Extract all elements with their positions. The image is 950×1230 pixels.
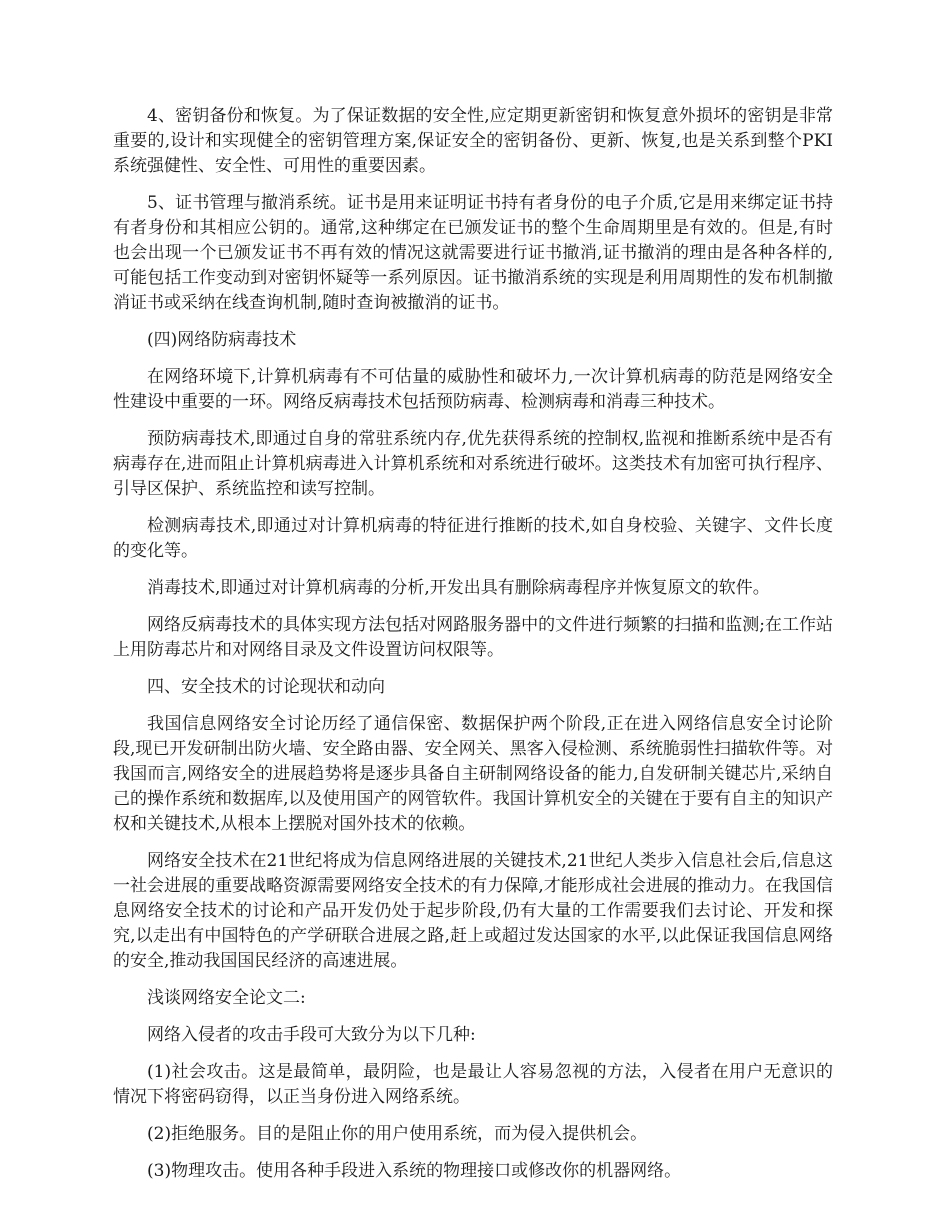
document-page [113,104,833,1196]
paragraph-virus-detection: 检测病毒技术,即通过对计算机病毒的特征进行推断的技术,如自身校验、关键字、文件长度的变化等。 [113,516,833,561]
paragraph-21st-century: 网络安全技术在21世纪将成为信息网络进展的关键技术,21世纪人类步入信息社会后,信息这一社会进展的重要战略资源需要网络安全技术的有力保障,才能形成社会进展的推动力。在我国信息网络安全技术的讨论和产品开发仍处于起步阶段,仍有大量的工作需要我们去讨论、开发和探究,以走出有中国特色的产学研联合进展之路,赶上或超过发达国家的水平,以此保证我国信息网络的安全,推动我国国民经济的高速进展。 [113,851,833,971]
list-item-physical-attack: (3)物理攻击。使用各种手段进入系统的物理接口或修改你的机器网络。 [147,1161,682,1181]
paragraph-virus-prevention: 预防病毒技术,即通过自身的常驻系统内存,优先获得系统的控制权,监视和推断系统中是否有病毒存在,进而阻止计算机病毒进入计算机系统和对系统进行破坏。这类技术有加密可执行程序、引导区保护、系统监控和读写控制。 [113,429,833,499]
paragraph-domestic-research: 我国信息网络安全讨论历经了通信保密、数据保护两个阶段,正在进入网络信息安全讨论阶段,现已开发研制出防火墙、安全路由器、安全网关、黑客入侵检测、系统脆弱性扫描软件等。对我国而言,网络安全的进展趋势将是逐步具备自主研制网络设备的能力,自发研制关键芯片,采纳自己的操作系统和数据库,以及使用国产的网管软件。我国计算机安全的关键在于要有自主的知识产权和关键技术,从根本上摆脱对国外技术的依赖。 [113,714,833,834]
paragraph-certificate-management: 5、证书管理与撤消系统。证书是用来证明证书持有者身份的电子介质,它是用来绑定证书持有者身份和其相应公钥的。通常,这种绑定在已颁发证书的整个生命周期里是有效的。但是,有时也会出现一个已颁发证书不再有效的情况这就需要进行证书撤消,证书撤消的理由是各种各样的,可能包括工作变动到对密钥怀疑等一系列原因。证书撤消系统的实现是利用周期性的发布机制撤消证书或采纳在线查询机制,随时查询被撤消的证书。 [113,193,833,313]
paragraph-antivirus-implementation: 网络反病毒技术的具体实现方法包括对网路服务器中的文件进行频繁的扫描和监测;在工作站上用防毒芯片和对网络目录及文件设置访问权限等。 [113,615,833,660]
section-heading-essay-two: 浅谈网络安全论文二: [147,988,306,1008]
paragraph-key-backup: 4、密钥备份和恢复。为了保证数据的安全性,应定期更新密钥和恢复意外损坏的密钥是非常重要的,设计和实现健全的密钥管理方案,保证安全的密钥备份、更新、恢复,也是关系到整个PKI系统强健性、安全性、可用性的重要因素。 [113,106,833,176]
list-item-social-attack: (1)社会攻击。这是最简单，最阴险，也是最让人容易忽视的方法，入侵者在用户无意识的情况下将密码窃得，以正当身份进入网络系统。 [113,1062,833,1107]
paragraph-antivirus-intro: 在网络环境下,计算机病毒有不可估量的威胁性和破坏力,一次计算机病毒的防范是网络安全性建设中重要的一环。网络反病毒技术包括预防病毒、检测病毒和消毒三种技术。 [113,367,833,412]
paragraph-virus-removal: 消毒技术,即通过对计算机病毒的分析,开发出具有删除病毒程序并恢复原文的软件。 [147,578,770,598]
list-item-denial-of-service: (2)拒绝服务。目的是阻止你的用户使用系统，而为侵入提供机会。 [147,1124,648,1144]
section-heading-research-status: 四、安全技术的讨论现状和动向 [147,677,385,697]
paragraph-attack-means-intro: 网络入侵者的攻击手段可大致分为以下几种: [147,1025,476,1045]
section-heading-antivirus: (四)网络防病毒技术 [147,330,297,350]
